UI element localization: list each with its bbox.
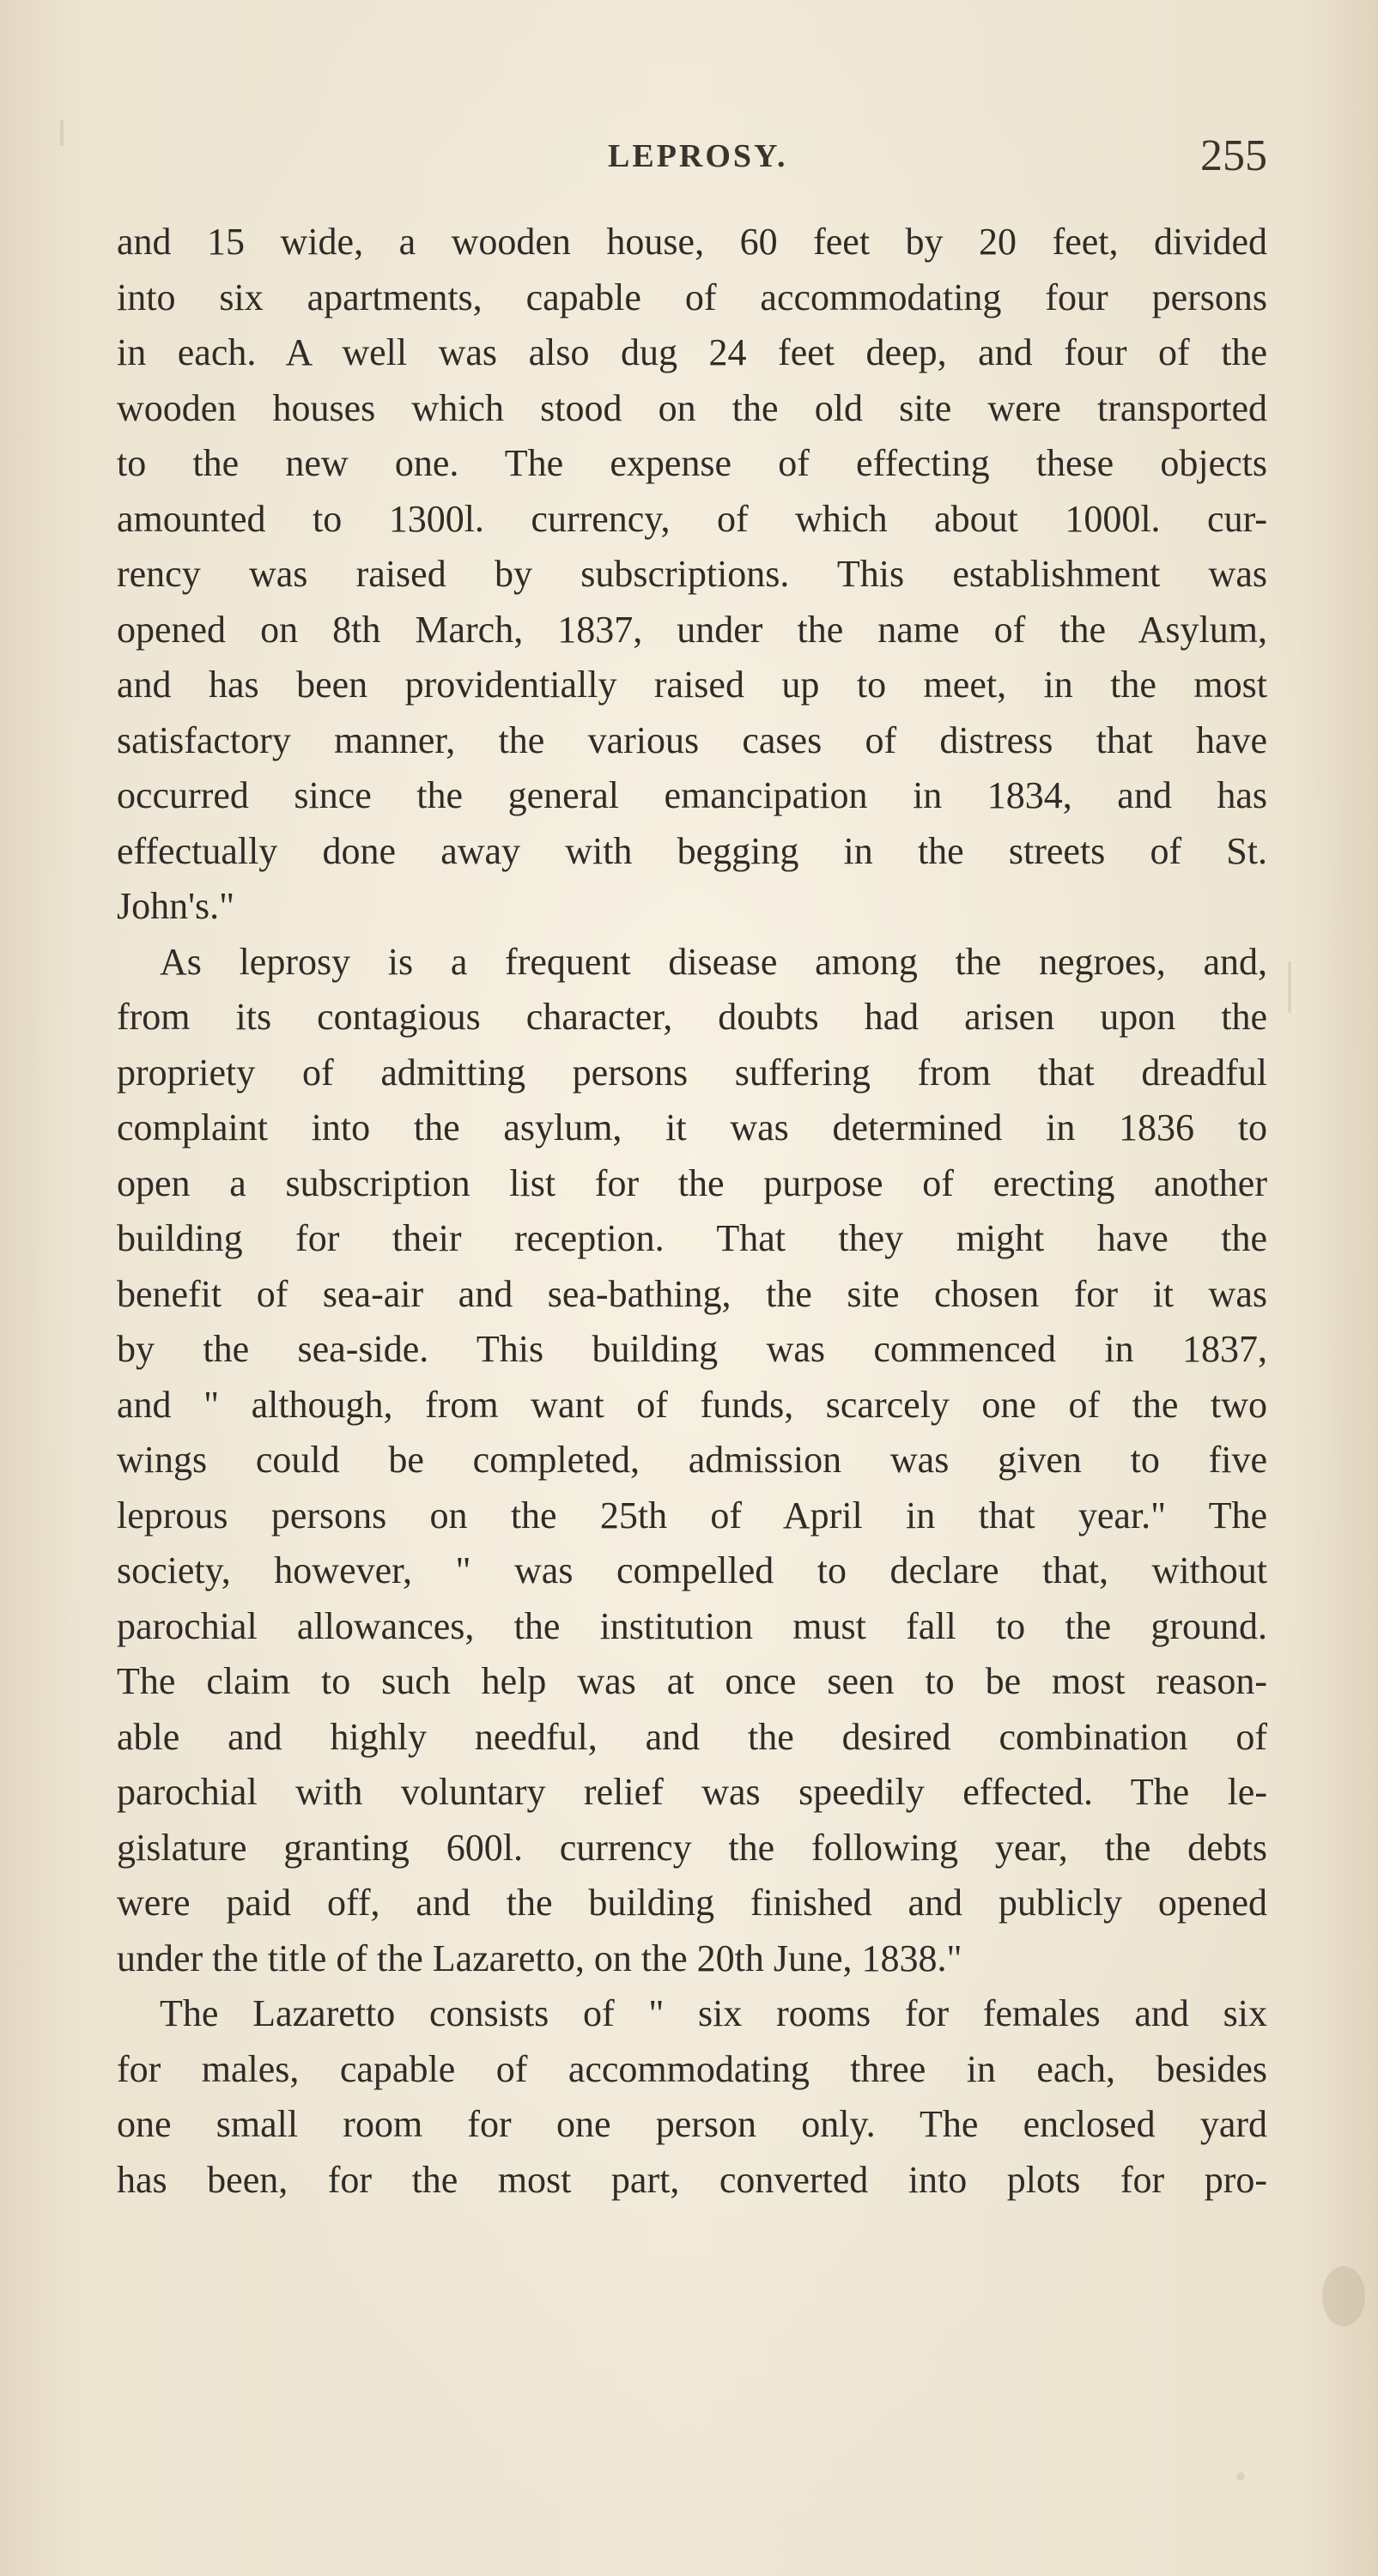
- text-line: and 15 wide, a wooden house, 60 feet by 20 feet, divided: [117, 221, 1267, 263]
- text-line: parochial allowances, the institution must fall to the ground.: [117, 1604, 1267, 1647]
- body-text: [117, 215, 1267, 2208]
- text-line: and has been providentially raised up to meet, in the most: [117, 664, 1267, 706]
- text-line: open a subscription list for the purpose of erecting another: [117, 1161, 1267, 1204]
- text-line: satisfactory manner, the various cases of distress that have: [117, 718, 1267, 761]
- paper-stain: [1322, 2266, 1365, 2326]
- text-line: one small room for one person only. The enclosed yard: [117, 2103, 1267, 2145]
- text-line: rency was raised by subscriptions. This establishment was: [117, 553, 1267, 595]
- text-line: propriety of admitting persons suffering from that dreadful: [117, 1051, 1267, 1094]
- text-line: under the title of the Lazaretto, on the 20th June, 1838.": [117, 1937, 962, 1979]
- text-line: in each. A well was also dug 24 feet deep, and four of the: [117, 331, 1267, 373]
- text-line: effectually done away with begging in the streets of St.: [117, 829, 1267, 872]
- text-line: The Lazaretto consists of " six rooms for females and six: [160, 1992, 1267, 2034]
- text-line: able and highly needful, and the desired combination of: [117, 1715, 1267, 1758]
- text-line: parochial with voluntary relief was speedily effected. The le-: [117, 1771, 1267, 1813]
- text-line: from its contagious character, doubts had arisen upon the: [117, 996, 1267, 1038]
- text-line: The claim to such help was at once seen to be most reason-: [117, 1660, 1267, 1702]
- text-line: opened on 8th March, 1837, under the name of the Asylum,: [117, 608, 1267, 651]
- page-number: 255: [1200, 131, 1267, 180]
- text-line: gislature granting 600l. currency the following year, the debts: [117, 1826, 1267, 1869]
- page-header: [117, 131, 1267, 189]
- text-line: has been, for the most part, converted into plots for pro-: [117, 2158, 1267, 2201]
- text-line: society, however, " was compelled to declare that, without: [117, 1549, 1267, 1591]
- running-head: LEPROSY.: [608, 138, 788, 174]
- text-line: to the new one. The expense of effecting these objects: [117, 442, 1267, 484]
- paper-speck: [1236, 2472, 1245, 2481]
- text-line: As leprosy is a frequent disease among the negroes, and,: [160, 940, 1267, 983]
- text-line: wings could be completed, admission was given to five: [117, 1439, 1267, 1481]
- text-line: building for their reception. That they might have the: [117, 1217, 1267, 1259]
- text-line: amounted to 1300l. currency, of which about 1000l. cur-: [117, 497, 1267, 540]
- text-line: occurred since the general emancipation in 1834, and has: [117, 774, 1267, 816]
- paper-mark: [1288, 961, 1291, 1013]
- text-line: by the sea-side. This building was commenced in 1837,: [117, 1328, 1267, 1370]
- text-line: benefit of sea-air and sea-bathing, the site chosen for it was: [117, 1272, 1267, 1315]
- text-line: for males, capable of accommodating three in each, besides: [117, 2047, 1267, 2090]
- text-line: leprous persons on the 25th of April in that year." The: [117, 1494, 1267, 1537]
- text-line: were paid off, and the building finished and publicly opened: [117, 1882, 1267, 1924]
- text-line: John's.": [117, 885, 235, 927]
- text-line: complaint into the asylum, it was determined in 1836 to: [117, 1106, 1267, 1149]
- text-line: into six apartments, capable of accommodating four persons: [117, 276, 1267, 318]
- paper-mark: [60, 120, 64, 146]
- text-line: and " although, from want of funds, scarcely one of the two: [117, 1383, 1267, 1426]
- text-line: wooden houses which stood on the old site were transported: [117, 386, 1267, 429]
